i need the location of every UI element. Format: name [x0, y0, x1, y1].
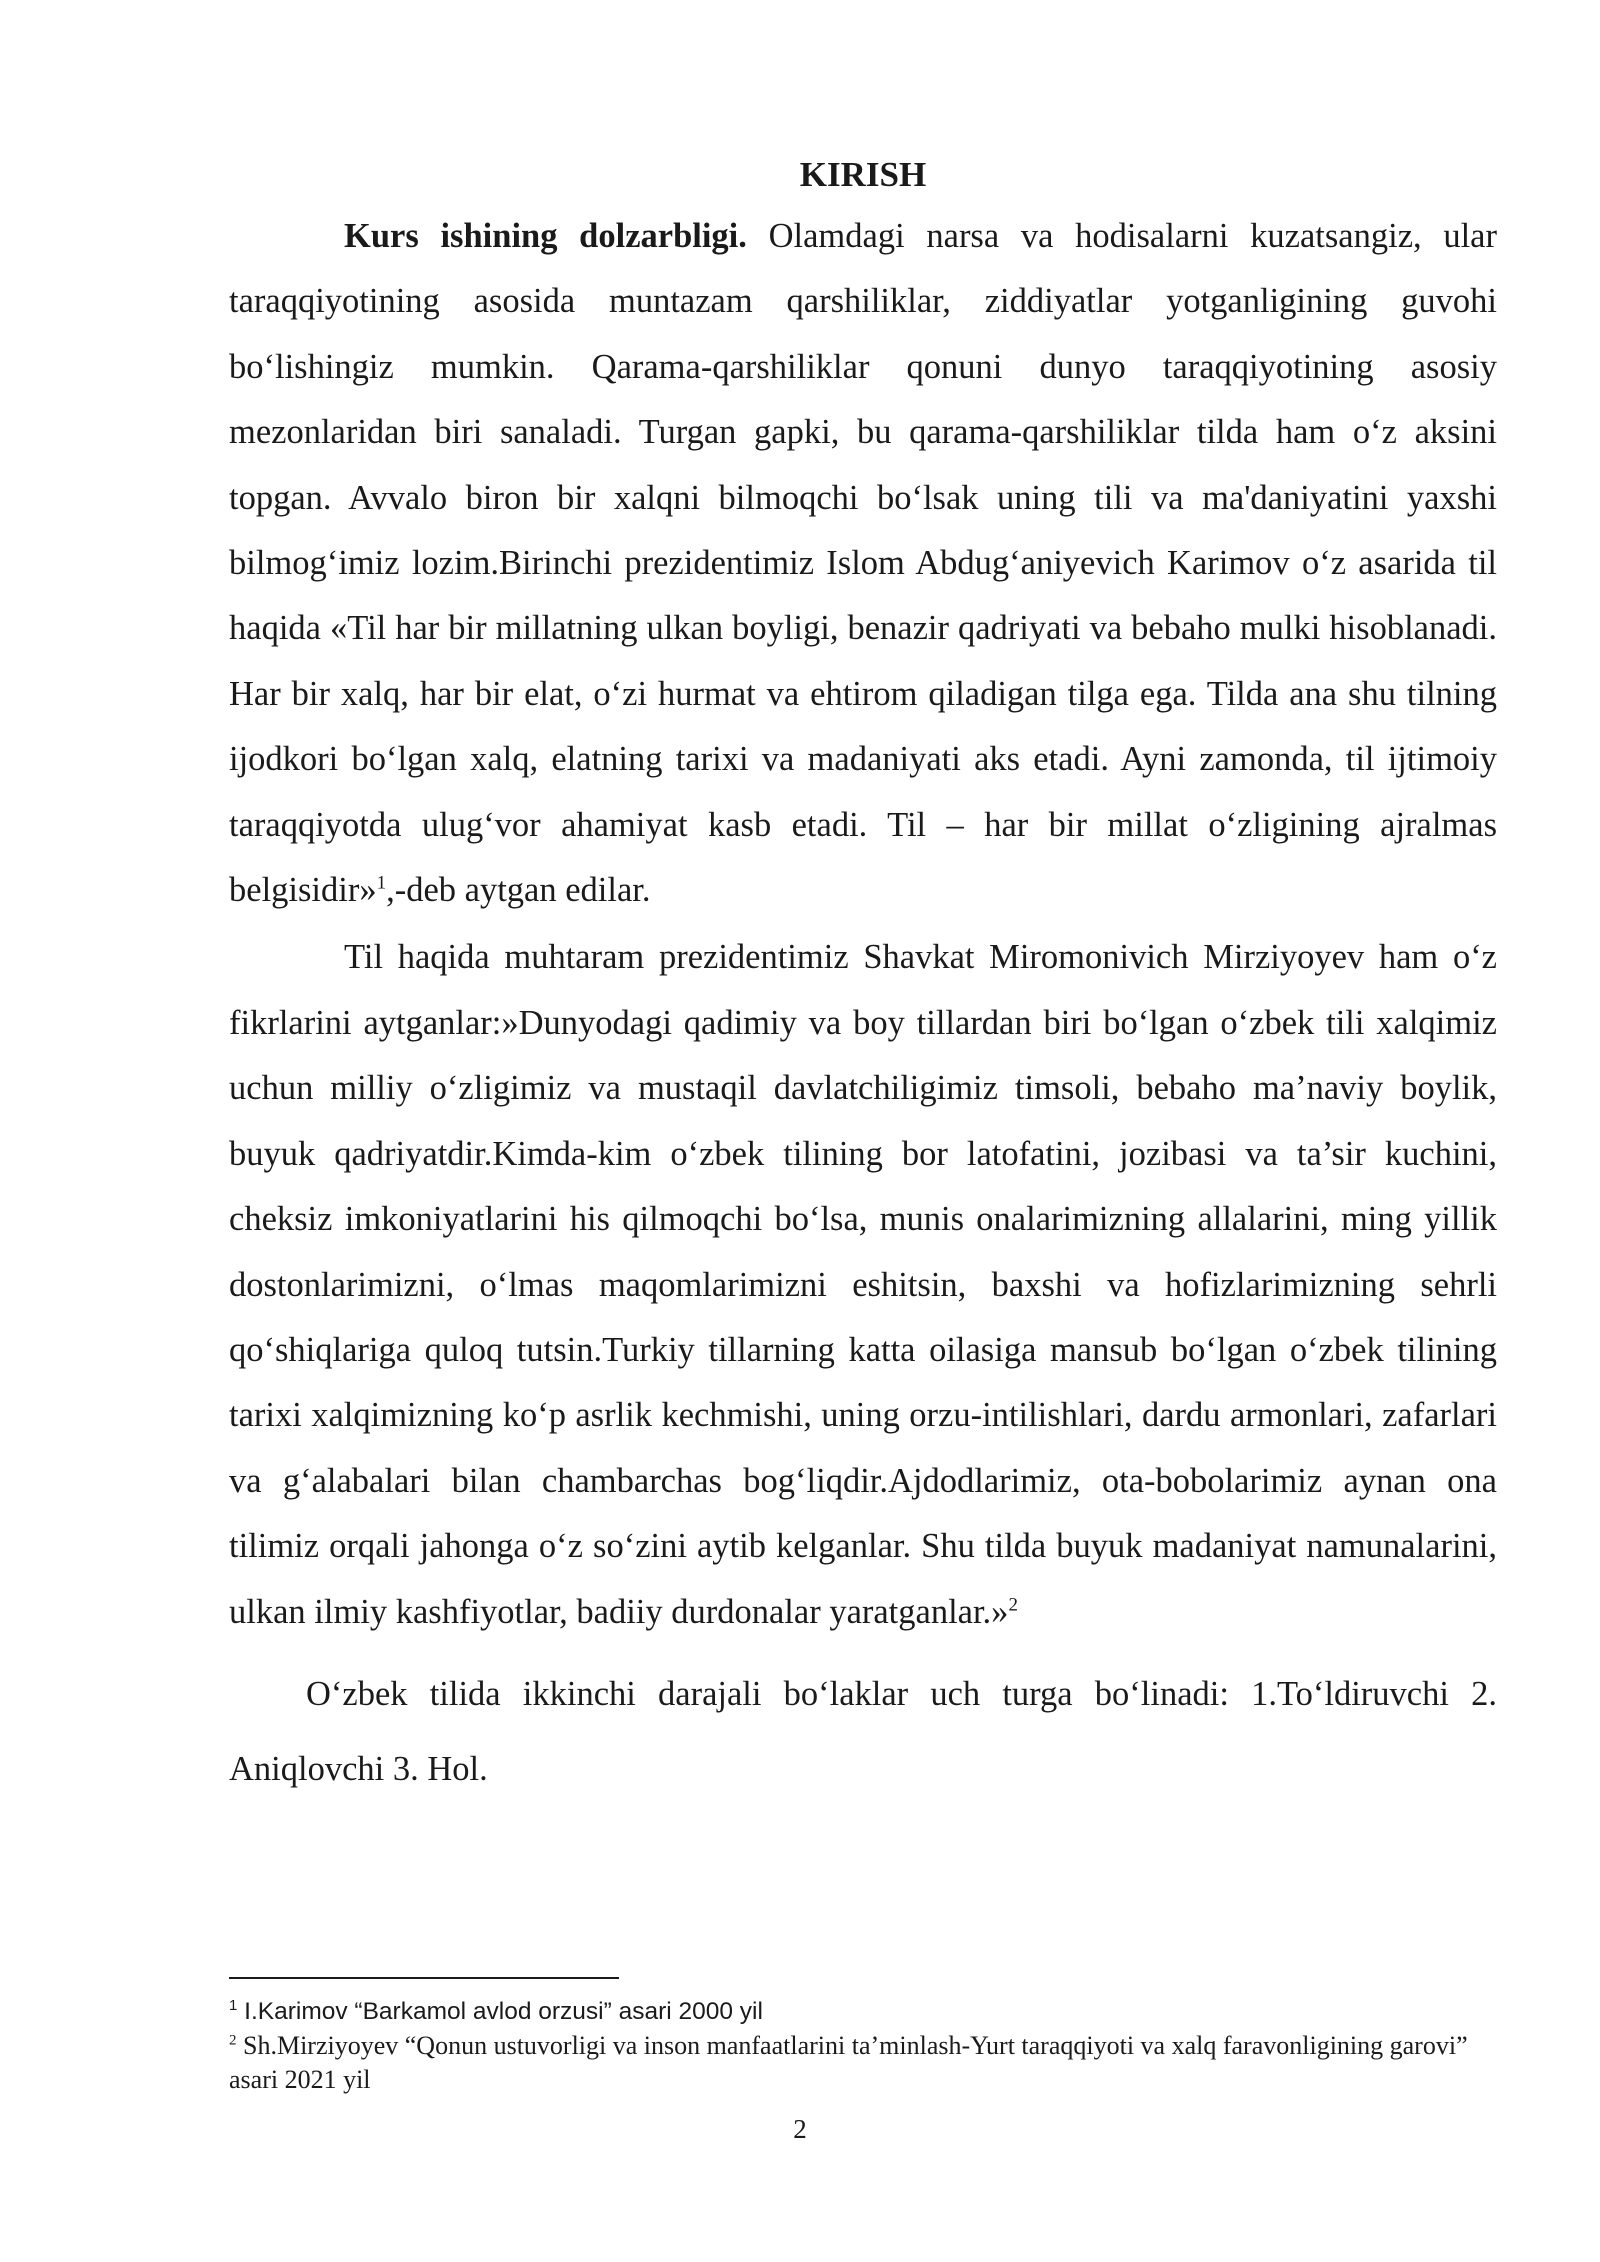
- footnote-1: [229, 1995, 1497, 2029]
- paragraph-text: Olamdagi narsa va hodisalarni kuzatsangiz, ular taraqqiyotining asosida muntazam qarshiliklar, ziddiyatlar yotganligining guvohi bo‘lishingiz mumkin. Qarama-qarshiliklar qonuni dunyo taraqqiyotining asosiy mezonlaridan biri sanaladi. Turgan gapki, bu qarama-qarshiliklar tilda ham o‘z aksini topgan. Avvalo biron bir xalqni bilmoqchi bo‘lsak uning tili va ma'daniyatini yaxshi bilmog‘imiz lozim.Birinchi prezidentimiz Islom Abdug‘aniyevich Karimov o‘z asarida til haqida «Til har bir millatning ulkan boyligi, benazir qadriyati va bebaho mulki hisoblanadi. Har bir xalq, har bir elat, o‘zi hurmat va ehtirom qiladigan tilga ega. Tilda ana shu tilning ijodkori bo‘lgan xalq, elatning tarixi va madaniyati aks etadi. Ayni zamonda, til ijtimoiy taraqqiyotda ulug‘vor ahamiyat kasb etadi. Til – har bir millat o‘zligining ajralmas belgisidir»: [229, 217, 1497, 910]
- paragraph-relevance: [229, 204, 1497, 923]
- footnote-ref-1[interactable]: 1: [376, 872, 387, 894]
- paragraph-mirziyoyev: [229, 925, 1497, 1644]
- page-title: KIRISH: [799, 155, 927, 194]
- footnote-text: I.Karimov “Barkamol avlod orzusi” asari 2000 yil: [237, 1998, 763, 2025]
- paragraph-tail: ,-deb aytgan edilar.: [386, 871, 651, 910]
- footnotes: [229, 1995, 1497, 2097]
- main-content: [229, 148, 1497, 1807]
- footnote-divider: [229, 1977, 619, 1979]
- footnote-text: Sh.Mirziyoyev “Qonun ustuvorligi va inson manfaatlarini ta’minlash-Yurt taraqqiyoti va xalq faravonligining garovi” asari 2021 yil: [229, 2031, 1468, 2094]
- page-number: 2: [793, 2114, 807, 2144]
- paragraph-secondary-parts: O‘zbek tilida ikkinchi darajali bo‘laklar uch turga bo‘linadi: 1.To‘ldiruvchi 2. Aniqlovchi 3. Hol.: [229, 1674, 1497, 1788]
- paragraph-lead: Kurs ishining dolzarbligi.: [344, 217, 747, 255]
- footnote-2: [229, 2029, 1497, 2097]
- footnote-number: 2: [229, 2032, 237, 2049]
- paragraph-text: Til haqida muhtaram prezidentimiz Shavkat Miromonivich Mirziyoyev ham o‘z fikrlarini aytganlar:»Dunyodagi qadimiy va boy tillardan biri bo‘lgan o‘zbek tili xalqimiz uchun milliy o‘zligimiz va mustaqil davlatchiligimiz timsoli, bebaho ma’naviy boylik, buyuk qadriyatdir.Kimda-kim o‘zbek tilining bor latofatini, jozibasi va ta’sir kuchini, cheksiz imkoniyatlarini his qilmoqchi bo‘lsa, munis onalarimizning allalarini, ming yillik dostonlarimizni, o‘lmas maqomlarimizni eshitsin, baxshi va hofizlarimizning sehrli qo‘shiqlariga quloq tutsin.Turkiy tillarning katta oilasiga mansub bo‘lgan o‘zbek tilining tarixi xalqimizning ko‘p asrlik kechmishi, uning orzu-intilishlari, dardu armonlari, zafarlari va g‘alabalari bilan chambarchas bog‘liqdir.Ajdodlarimiz, ota-bobolarimiz aynan ona tilimiz orqali jahonga o‘z so‘zini aytib kelganlar. Shu tilda buyuk madaniyat namunalarini, ulkan ilmiy kashfiyotlar, badiiy durdonalar yaratganlar.»: [229, 938, 1497, 1631]
- footnote-number: 1: [229, 1996, 238, 2014]
- footnote-ref-2[interactable]: 2: [1008, 1594, 1018, 1616]
